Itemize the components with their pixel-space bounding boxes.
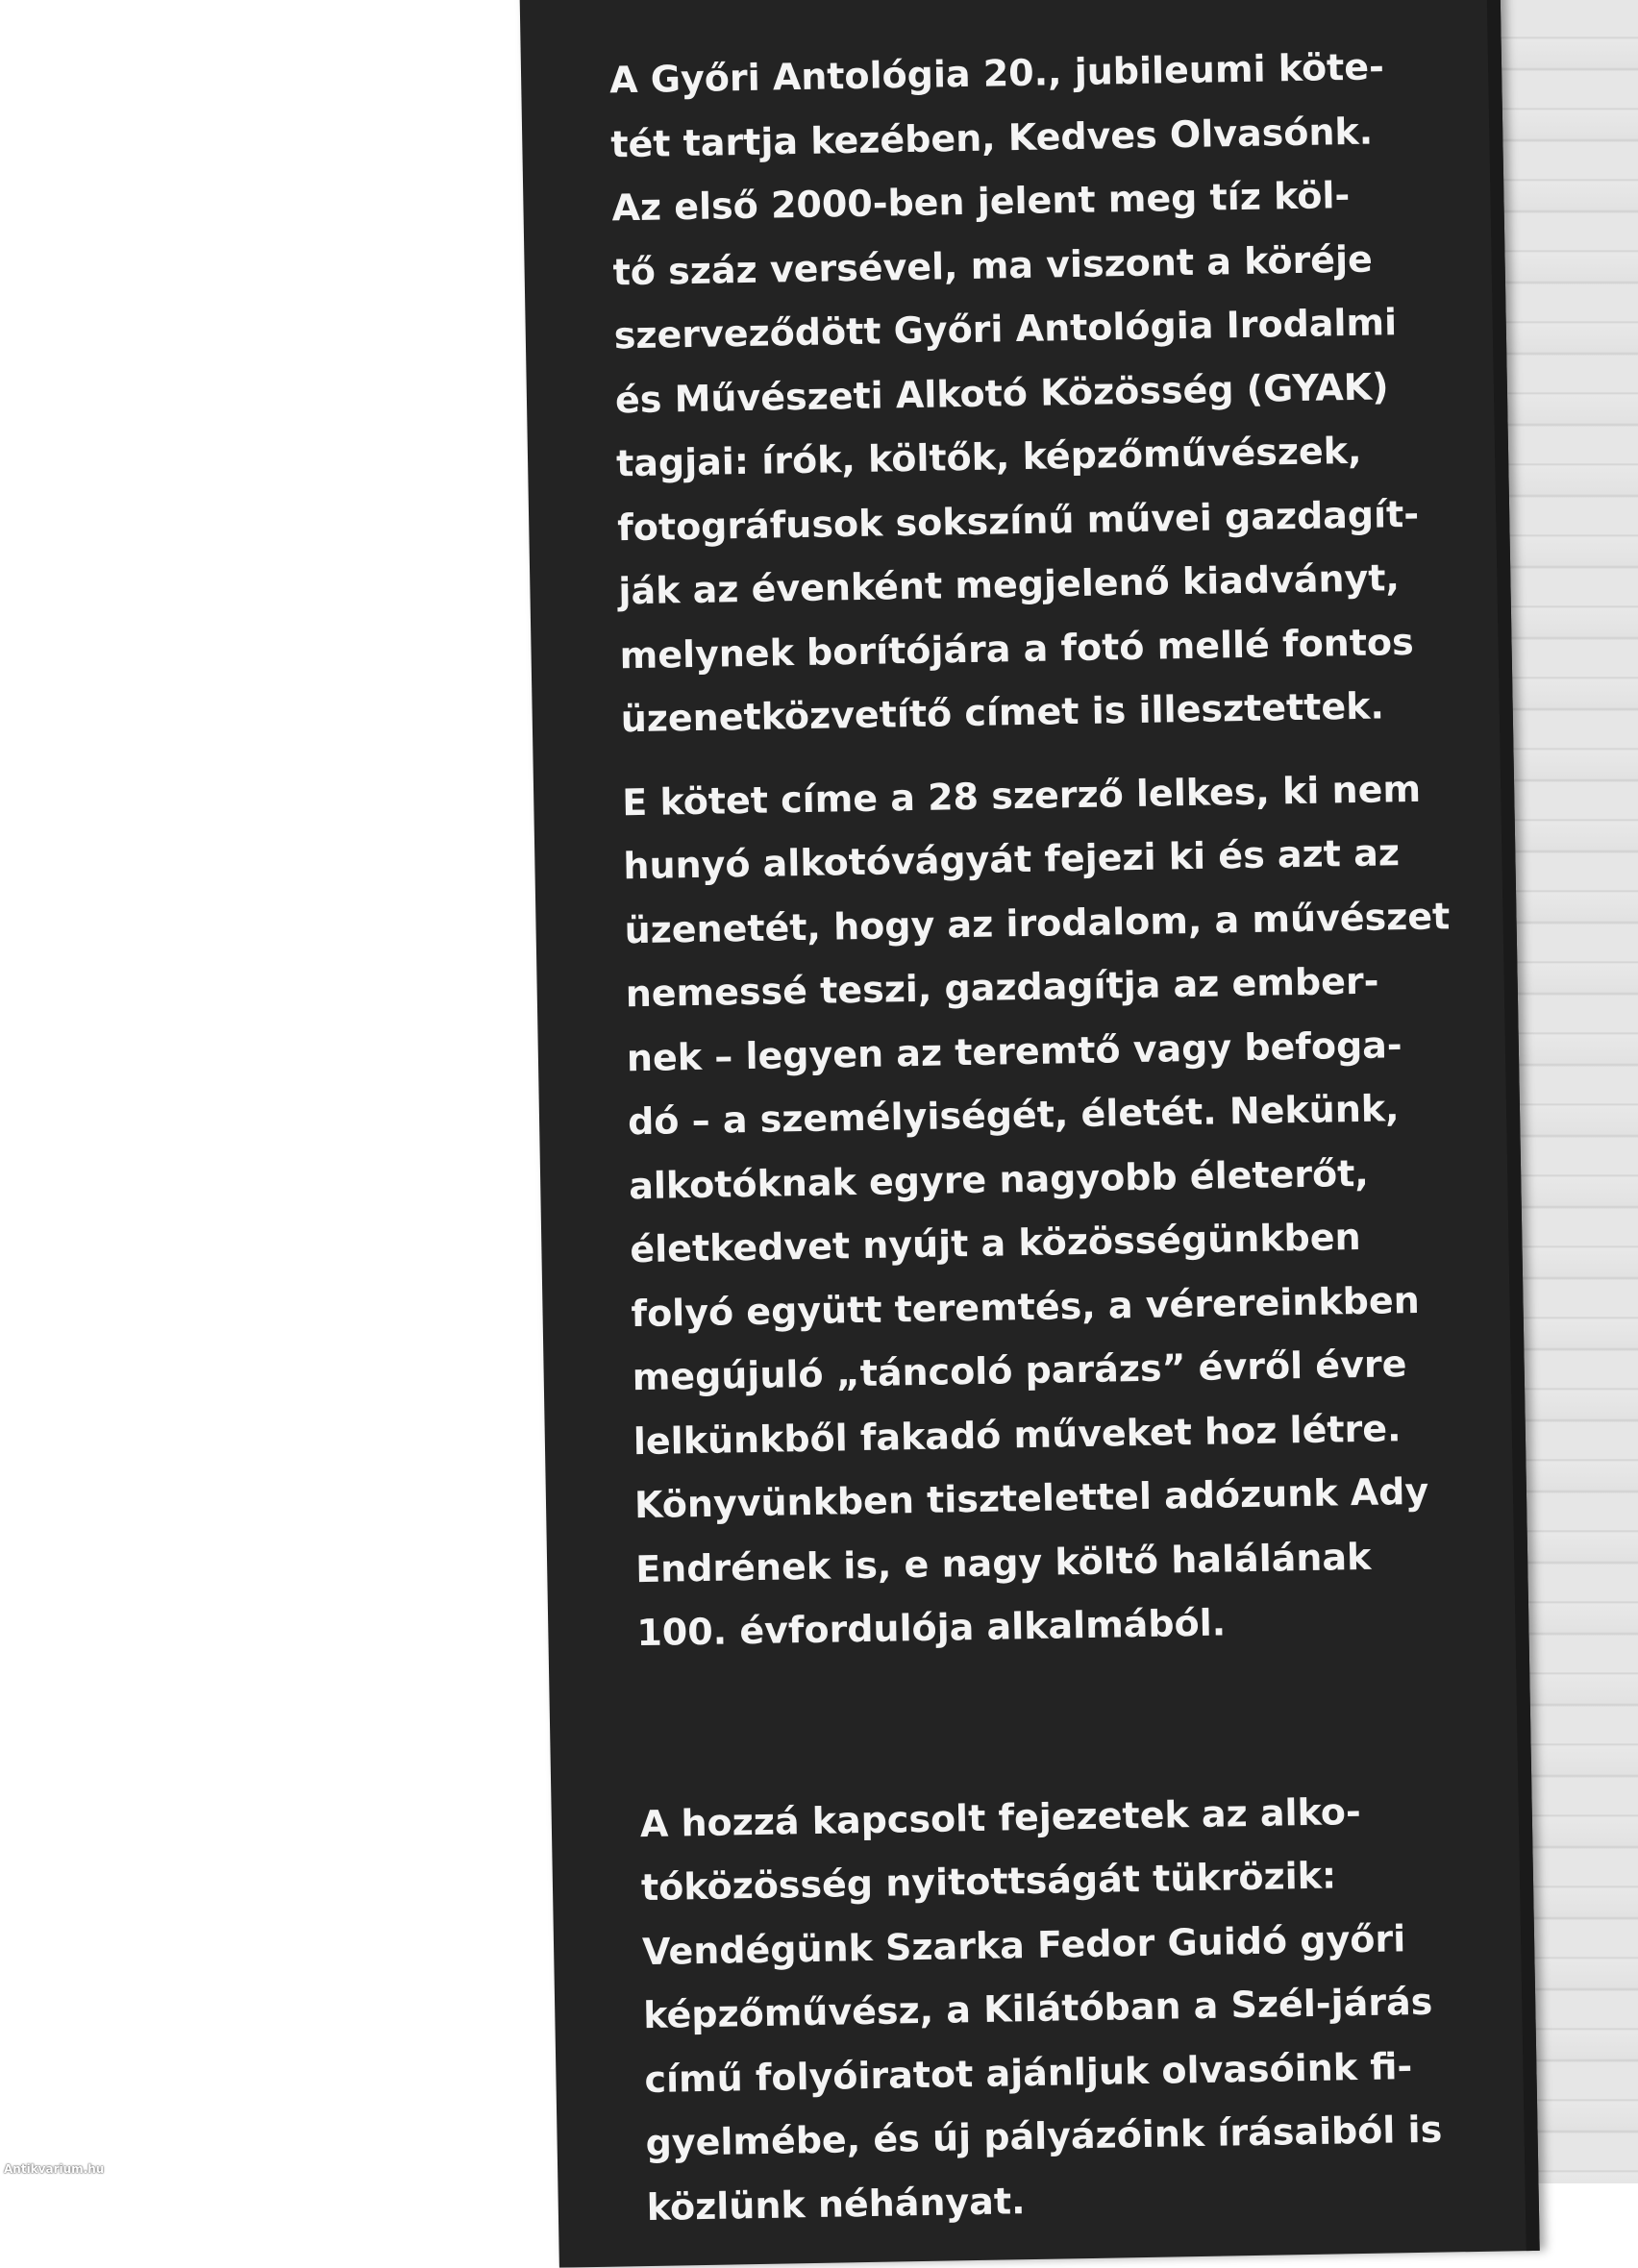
blurb-paragraph-2: E kötet címe a 28 szerző lelkes, ki nem hunyó alkotóvágyát fejezi ki és azt az üzenetét, hogy az irodalom, a művészet nemessé teszi, gazdagítja az ember- nek – legyen az teremtő vagy befoga- dó – a személyiségét, életét. Nekünk, alkotóknak egyre nagyobb életerőt, életkedvet nyújt a közösségünkben folyó együtt teremtés, a vérereinkben megújuló „táncoló parázs” évről évre lelkünkből fakadó műveket hoz létre. Könyvünkben tisztelettel adózunk Ady Endrének is, e nagy költő halálának 100. évfordulója alkalmából. — [621, 767, 1451, 1655]
watermark: Antikvarium.hu — [4, 2162, 105, 2176]
blurb-paragraph-3: A hozzá kapcsolt fejezetek az alko- tóközösség nyitottságát tükrözik: Vendégünk Szarka Fedor Guidó győri képzőművész, a Kilátóban a Szél-járás című folyóiratot ajánljuk olvasóink fi- gyelmébe, és új pályázóink írásaiból is közlünk néhányat. — [639, 1789, 1443, 2229]
book-back-cover — [519, 0, 1540, 2268]
blurb-text — [609, 34, 1482, 2239]
blurb-paragraph-1: A Győri Antológia 20., jubileumi köte- tét tartja kezében, Kedves Olvasónk. Az első 2000-ben jelent meg tíz köl- tő száz versével, ma viszont a köréje szerveződött Győri Antológia Irodalmi és Művészeti Alkotó Közösség (GYAK) tagjai: írók, költők, képzőművészek, fotográfusok sokszínű művei gazdagít- ják az évenként megjelenő kiadványt, melynek borítójára a fotó mellé fontos üzenetközvetítő címet is illesztettek. — [608, 45, 1420, 741]
